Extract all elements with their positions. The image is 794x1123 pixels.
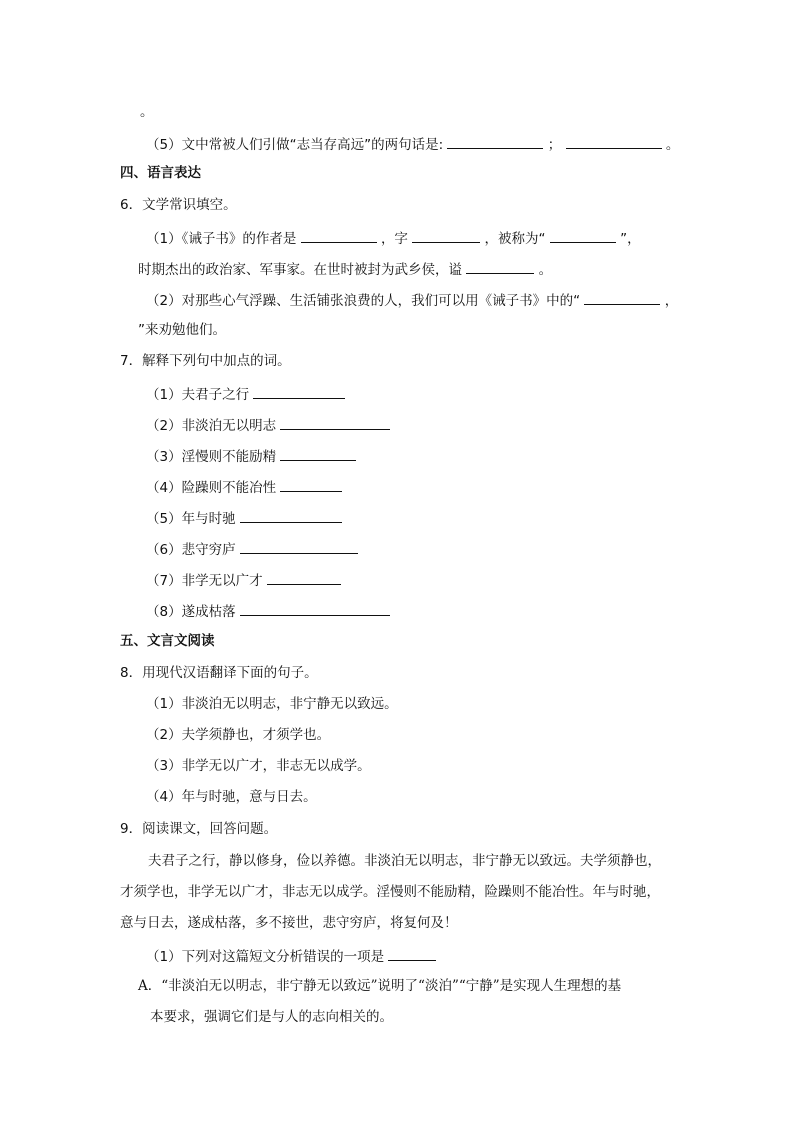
- question-9-title: 9．阅读课文，回答问题。: [120, 821, 278, 837]
- answer-blank[interactable]: [412, 227, 480, 243]
- answer-blank[interactable]: [466, 258, 534, 274]
- answer-blank[interactable]: [566, 133, 662, 149]
- passage-line: 意与日去，遂成枯落，多不接世，悲守穷庐，将复何及！: [120, 915, 458, 931]
- answer-blank[interactable]: [240, 507, 342, 523]
- question-8-item: （3）非学无以广才，非志无以成学。: [146, 758, 371, 774]
- answer-blank[interactable]: [240, 600, 390, 616]
- passage-line: 才须学也，非学无以广才，非志无以成学。淫慢则不能励精，险躁则不能冶性。年与时驰，: [120, 884, 660, 900]
- section-5-title: 五、文言文阅读: [120, 633, 215, 649]
- answer-blank[interactable]: [240, 538, 358, 554]
- question-6-1: （1）《诫子书》的作者是 ，字 ，被称为“ ”，: [146, 227, 641, 249]
- question-7-title: 7．解释下列句中加点的词。: [120, 353, 291, 369]
- question-6-1-cont: 时期杰出的政治家、军事家。在世时被封为武乡侯，谥 。: [138, 258, 552, 280]
- answer-blank[interactable]: [253, 383, 345, 399]
- answer-blank[interactable]: [280, 414, 390, 430]
- question-5: （5）文中常被人们引做“志当存高远”的两句话是: ； 。: [146, 133, 679, 155]
- answer-blank[interactable]: [267, 569, 341, 585]
- question-7-item: （4）险躁则不能冶性: [146, 476, 342, 498]
- answer-blank[interactable]: [301, 227, 377, 243]
- question-8-item: （4）年与时驰，意与日去。: [146, 789, 317, 805]
- question-8-title: 8．用现代汉语翻译下面的句子。: [120, 665, 318, 681]
- question-7-item: （1）夫君子之行: [146, 383, 345, 405]
- question-7-item: （8）遂成枯落: [146, 600, 390, 622]
- question-7-item: （2）非淡泊无以明志: [146, 414, 390, 436]
- answer-blank[interactable]: [280, 476, 342, 492]
- answer-blank[interactable]: [447, 133, 543, 149]
- question-7-item: （7）非学无以广才: [146, 569, 341, 591]
- question-8-item: （1）非淡泊无以明志，非宁静无以致远。: [146, 696, 398, 712]
- passage-line: 夫君子之行，静以修身，俭以养德。非淡泊无以明志，非宁静无以致远。夫学须静也，: [148, 853, 661, 869]
- option-a[interactable]: A．“非淡泊无以明志，非宁静无以致远”说明了“淡泊”“宁静”是实现人生理想的基: [138, 978, 622, 994]
- question-7-item: （3）淫慢则不能励精: [146, 445, 356, 467]
- question-6-2-cont: ”来劝勉他们。: [138, 322, 226, 338]
- option-a-cont: 本要求，强调它们是与人的志向相关的。: [150, 1009, 393, 1025]
- continued-period: 。: [140, 104, 154, 120]
- question-8-item: （2）夫学须静也，才须学也。: [146, 727, 331, 743]
- question-7-item: （6）悲守穷庐: [146, 538, 358, 560]
- question-6-2: （2）对那些心气浮躁、生活铺张浪费的人，我们可以用《诫子书》中的“ ，: [146, 289, 678, 311]
- answer-blank[interactable]: [550, 227, 616, 243]
- question-6-title: 6．文学常识填空。: [120, 197, 237, 213]
- answer-blank[interactable]: [388, 945, 436, 961]
- question-9-1: （1）下列对这篇短文分析错误的一项是: [146, 945, 436, 967]
- section-4-title: 四、语言表达: [120, 165, 201, 181]
- answer-blank[interactable]: [584, 289, 660, 305]
- question-7-item: （5）年与时驰: [146, 507, 342, 529]
- answer-blank[interactable]: [280, 445, 356, 461]
